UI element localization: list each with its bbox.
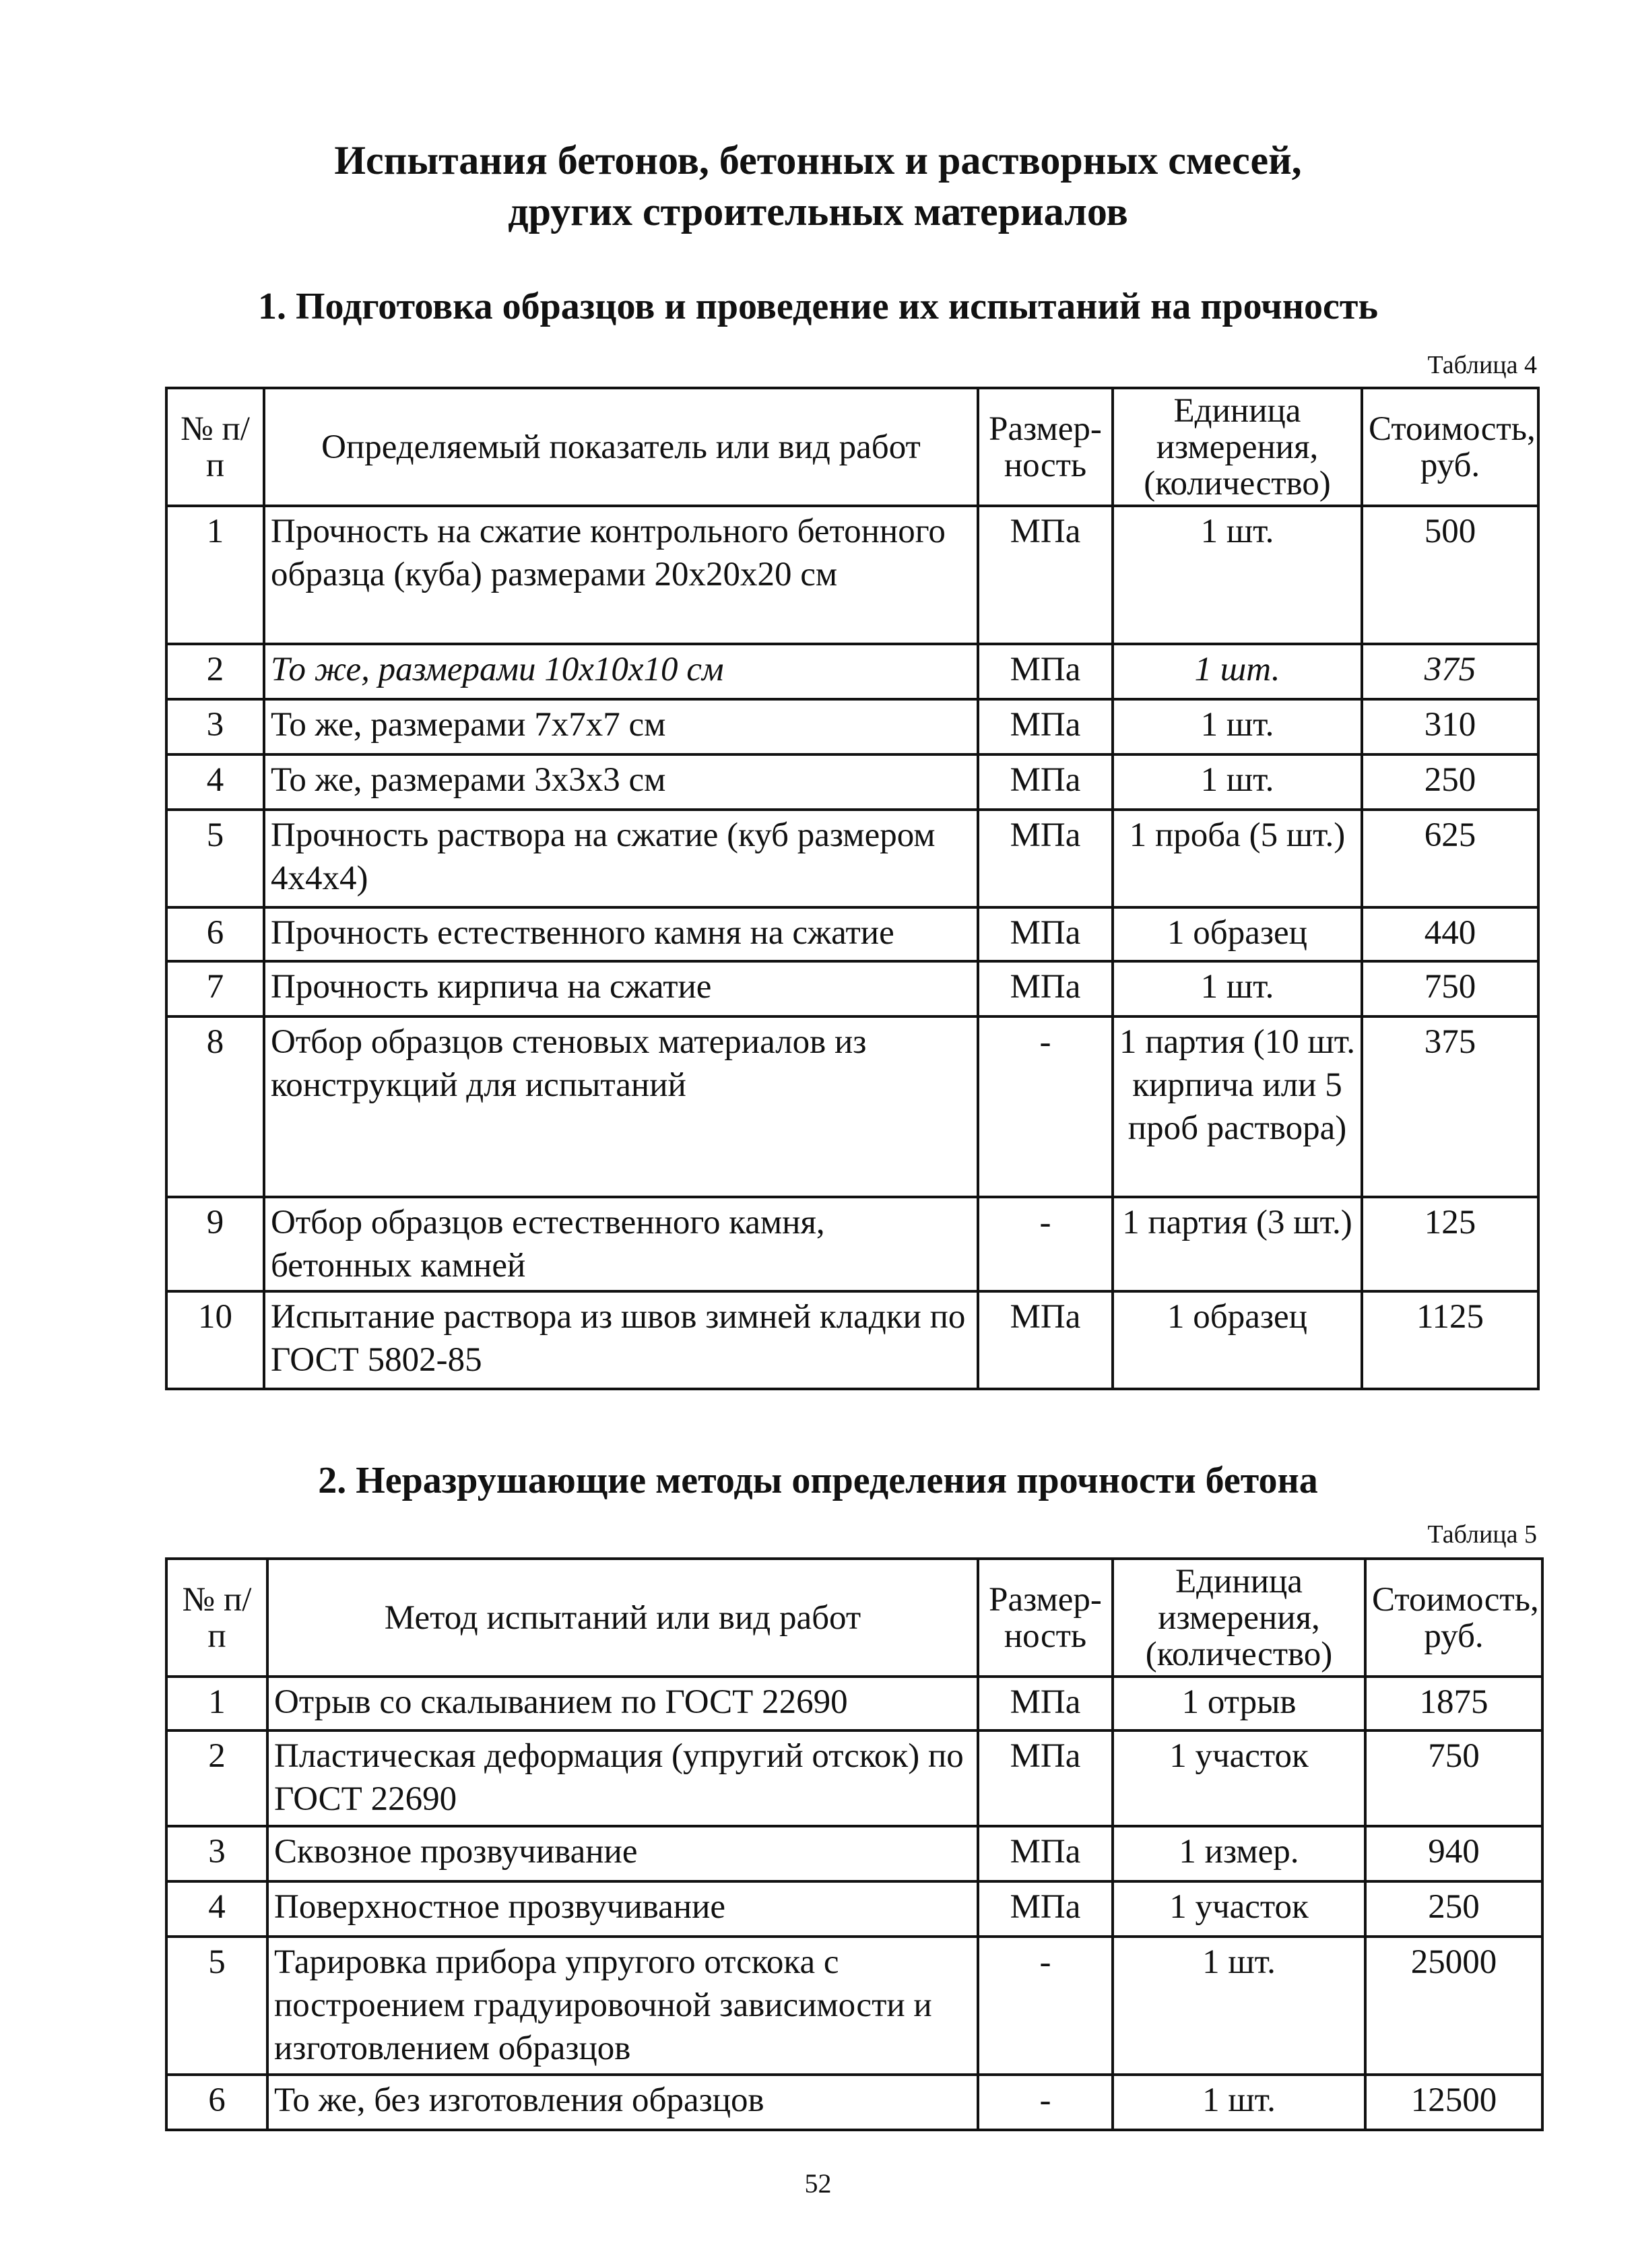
row-unit: 1 шт. xyxy=(1113,1937,1365,2075)
row-name: Отбор образцов естественного камня, бетонных камней xyxy=(264,1197,978,1291)
row-name: Прочность на сжатие контрольного бетонного образца (куба) размерами 20х20х20 см xyxy=(264,506,978,644)
header-cost: Стоимость, руб. xyxy=(1365,1559,1542,1677)
table-row xyxy=(166,2075,1542,2130)
row-num: 6 xyxy=(166,907,264,961)
table-row xyxy=(166,1826,1542,1881)
section-1-heading: 1. Подготовка образцов и проведение их испытаний на прочность xyxy=(258,286,1378,327)
table-row xyxy=(166,506,1538,644)
header-num: № п/п xyxy=(166,388,264,506)
row-unit: 1 шт. xyxy=(1113,699,1362,754)
row-name: Тарировка прибора упругого отскока с построением градуировочной зависимости и изготовлением образцов xyxy=(267,1937,978,2075)
row-dimension: МПа xyxy=(978,1826,1113,1881)
row-unit: 1 участок xyxy=(1113,1730,1365,1826)
table-4-caption: Таблица 4 xyxy=(1427,351,1537,379)
table-row xyxy=(166,1881,1542,1937)
row-cost: 375 xyxy=(1362,644,1538,699)
row-dimension: МПа xyxy=(978,644,1113,699)
row-num: 2 xyxy=(166,1730,267,1826)
row-dimension: МПа xyxy=(978,1291,1113,1389)
row-name: Прочность естественного камня на сжатие xyxy=(264,907,978,961)
table-row xyxy=(166,907,1538,961)
row-cost: 12500 xyxy=(1365,2075,1542,2130)
page-title-line-2: других строительных материалов xyxy=(508,189,1128,234)
row-num: 5 xyxy=(166,810,264,907)
row-name: То же, без изготовления образцов xyxy=(267,2075,978,2130)
row-dimension: - xyxy=(978,1016,1113,1197)
row-unit: 1 шт. xyxy=(1113,506,1362,644)
header-unit: Единица измерения, (количество) xyxy=(1113,388,1362,506)
table-5-caption: Таблица 5 xyxy=(1427,1520,1537,1549)
row-num: 3 xyxy=(166,699,264,754)
table-row xyxy=(166,961,1538,1016)
row-num: 10 xyxy=(166,1291,264,1389)
header-num: № п/п xyxy=(166,1559,267,1677)
row-unit: 1 участок xyxy=(1113,1881,1365,1937)
row-unit: 1 партия (3 шт.) xyxy=(1113,1197,1362,1291)
row-cost: 250 xyxy=(1362,754,1538,810)
row-cost: 750 xyxy=(1365,1730,1542,1826)
row-num: 7 xyxy=(166,961,264,1016)
row-name: Отрыв со скалыванием по ГОСТ 22690 xyxy=(267,1677,978,1730)
header-unit: Единица измерения, (количество) xyxy=(1113,1559,1365,1677)
row-dimension: - xyxy=(978,1937,1113,2075)
table-row xyxy=(166,644,1538,699)
table-row xyxy=(166,1291,1538,1389)
row-name: То же, размерами 10х10х10 см xyxy=(264,644,978,699)
table-row xyxy=(166,810,1538,907)
table-5-header-row xyxy=(166,1559,1542,1677)
row-unit: 1 отрыв xyxy=(1113,1677,1365,1730)
row-num: 4 xyxy=(166,1881,267,1937)
row-name: То же, размерами 7х7х7 см xyxy=(264,699,978,754)
row-dimension: МПа xyxy=(978,1677,1113,1730)
row-unit: 1 шт. xyxy=(1113,754,1362,810)
row-name: Прочность кирпича на сжатие xyxy=(264,961,978,1016)
row-dimension: МПа xyxy=(978,907,1113,961)
row-dimension: МПа xyxy=(978,810,1113,907)
header-dimension: Размер-ность xyxy=(978,388,1113,506)
row-unit: 1 шт. xyxy=(1113,2075,1365,2130)
row-unit: 1 партия (10 шт. кирпича или 5 проб раствора) xyxy=(1113,1016,1362,1197)
row-cost: 1125 xyxy=(1362,1291,1538,1389)
row-dimension: МПа xyxy=(978,699,1113,754)
header-cost: Стоимость, руб. xyxy=(1362,388,1538,506)
row-cost: 250 xyxy=(1365,1881,1542,1937)
row-cost: 310 xyxy=(1362,699,1538,754)
page-title-line-1: Испытания бетонов, бетонных и растворных смесей, xyxy=(334,138,1302,183)
row-name: Сквозное прозвучивание xyxy=(267,1826,978,1881)
row-name: Поверхностное прозвучивание xyxy=(267,1881,978,1937)
row-num: 9 xyxy=(166,1197,264,1291)
row-cost: 625 xyxy=(1362,810,1538,907)
table-row xyxy=(166,1730,1542,1826)
row-unit: 1 измер. xyxy=(1113,1826,1365,1881)
row-unit: 1 образец xyxy=(1113,1291,1362,1389)
header-name: Метод испытаний или вид работ xyxy=(267,1559,978,1677)
row-dimension: МПа xyxy=(978,961,1113,1016)
row-cost: 750 xyxy=(1362,961,1538,1016)
row-cost: 125 xyxy=(1362,1197,1538,1291)
row-name: То же, размерами 3х3х3 см xyxy=(264,754,978,810)
row-dimension: МПа xyxy=(978,754,1113,810)
row-cost: 25000 xyxy=(1365,1937,1542,2075)
row-cost: 940 xyxy=(1365,1826,1542,1881)
row-unit: 1 образец xyxy=(1113,907,1362,961)
row-dimension: МПа xyxy=(978,506,1113,644)
row-num: 1 xyxy=(166,1677,267,1730)
row-unit: 1 шт. xyxy=(1113,644,1362,699)
table-row xyxy=(166,1937,1542,2075)
row-name: Отбор образцов стеновых материалов из конструкций для испытаний xyxy=(264,1016,978,1197)
row-num: 3 xyxy=(166,1826,267,1881)
row-num: 1 xyxy=(166,506,264,644)
row-num: 4 xyxy=(166,754,264,810)
table-4-header-row xyxy=(166,388,1538,506)
row-dimension: - xyxy=(978,2075,1113,2130)
row-name: Прочность раствора на сжатие (куб размером 4х4х4) xyxy=(264,810,978,907)
row-cost: 500 xyxy=(1362,506,1538,644)
row-cost: 440 xyxy=(1362,907,1538,961)
row-num: 2 xyxy=(166,644,264,699)
page-title xyxy=(0,135,1636,237)
table-row xyxy=(166,1197,1538,1291)
page-number: 52 xyxy=(804,2168,832,2199)
row-name: Испытание раствора из швов зимней кладки по ГОСТ 5802-85 xyxy=(264,1291,978,1389)
table-row xyxy=(166,1016,1538,1197)
row-name: Пластическая деформация (упругий отскок) по ГОСТ 22690 xyxy=(267,1730,978,1826)
table-5 xyxy=(165,1557,1544,2131)
table-row xyxy=(166,699,1538,754)
row-cost: 1875 xyxy=(1365,1677,1542,1730)
section-2-heading: 2. Неразрушающие методы определения прочности бетона xyxy=(318,1460,1318,1501)
table-4 xyxy=(165,387,1540,1390)
row-num: 8 xyxy=(166,1016,264,1197)
row-cost: 375 xyxy=(1362,1016,1538,1197)
row-dimension: МПа xyxy=(978,1730,1113,1826)
header-name: Определяемый показатель или вид работ xyxy=(264,388,978,506)
row-num: 6 xyxy=(166,2075,267,2130)
table-row xyxy=(166,1677,1542,1730)
row-dimension: - xyxy=(978,1197,1113,1291)
row-unit: 1 проба (5 шт.) xyxy=(1113,810,1362,907)
row-dimension: МПа xyxy=(978,1881,1113,1937)
table-row xyxy=(166,754,1538,810)
header-dimension: Размер-ность xyxy=(978,1559,1113,1677)
row-unit: 1 шт. xyxy=(1113,961,1362,1016)
row-num: 5 xyxy=(166,1937,267,2075)
